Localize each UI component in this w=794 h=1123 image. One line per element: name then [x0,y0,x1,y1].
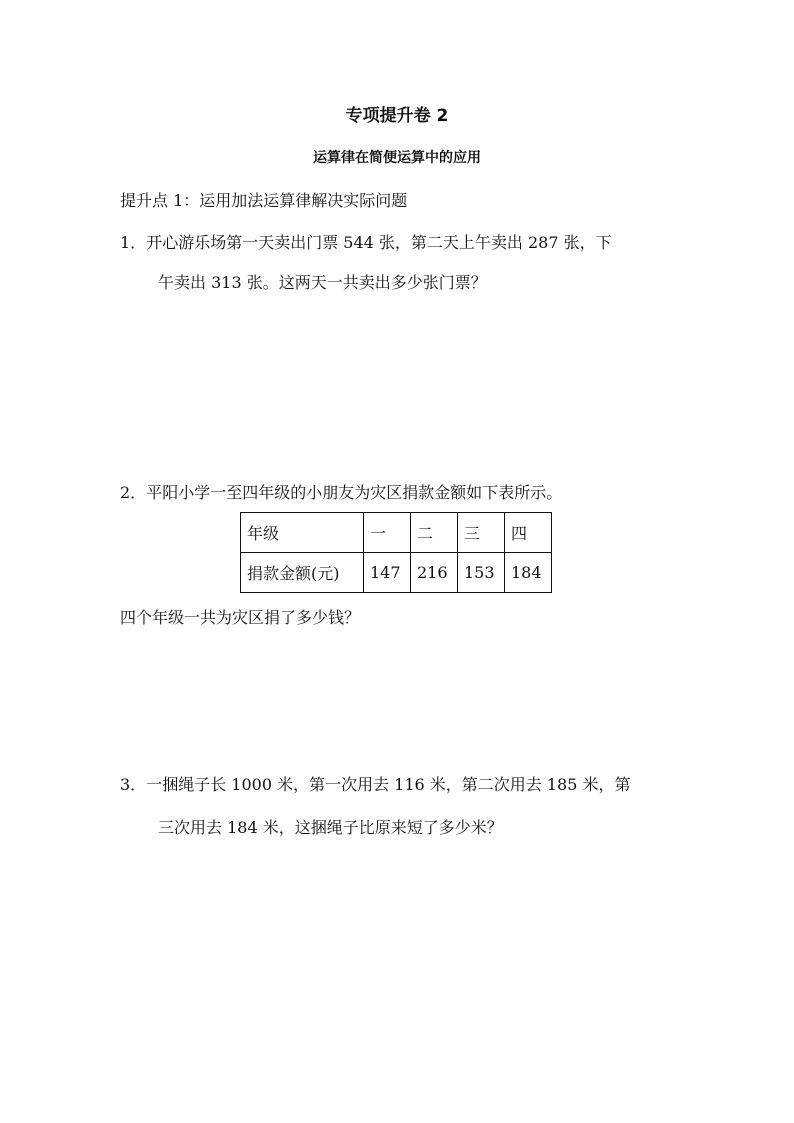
amount-cell-2: 216 [411,553,458,593]
question-1 [120,230,612,256]
question-2 [120,480,562,506]
grade-cell-2: 二 [411,513,458,553]
question-2-line-1: 平阳小学一至四年级的小朋友为灾区捐款金额如下表所示。 [146,483,563,502]
page-title: 专项提升卷 2 [345,106,449,126]
page-subtitle: 运算律在简便运算中的应用 [313,150,481,166]
donation-table-wrapper [240,512,552,593]
question-3-line-1: 一捆绳子长 1000 米，第一次用去 116 米，第二次用去 185 米，第 [146,775,631,794]
grade-cell-4: 四 [505,513,552,553]
amount-cell-4: 184 [505,553,552,593]
question-1-line-2: 午卖出 313 张。这两天一共卖出多少张门票？ [158,273,487,292]
table-row-amounts [241,553,552,593]
table-header-label: 年级 [241,513,364,553]
question-2-number: 2． [120,483,147,502]
table-row-label: 捐款金额(元) [241,553,364,593]
amount-cell-3: 153 [458,553,505,593]
question-1-number: 1． [120,233,147,252]
question-3-number: 3． [120,775,147,794]
question-1-line-1: 开心游乐场第一天卖出门票 544 张，第二天上午卖出 287 张，下 [146,233,612,252]
grade-cell-1: 一 [364,513,411,553]
question-3-line-2: 三次用去 184 米，这捆绳子比原来短了多少米？ [158,818,503,837]
amount-cell-1: 147 [364,553,411,593]
question-2-prompt: 四个年级一共为灾区捐了多少钱？ [120,608,361,627]
table-row-grades [241,513,552,553]
question-3 [120,772,631,798]
section-point-heading: 提升点 1：运用加法运算律解决实际问题 [120,191,408,210]
donation-table [240,512,552,593]
grade-cell-3: 三 [458,513,505,553]
